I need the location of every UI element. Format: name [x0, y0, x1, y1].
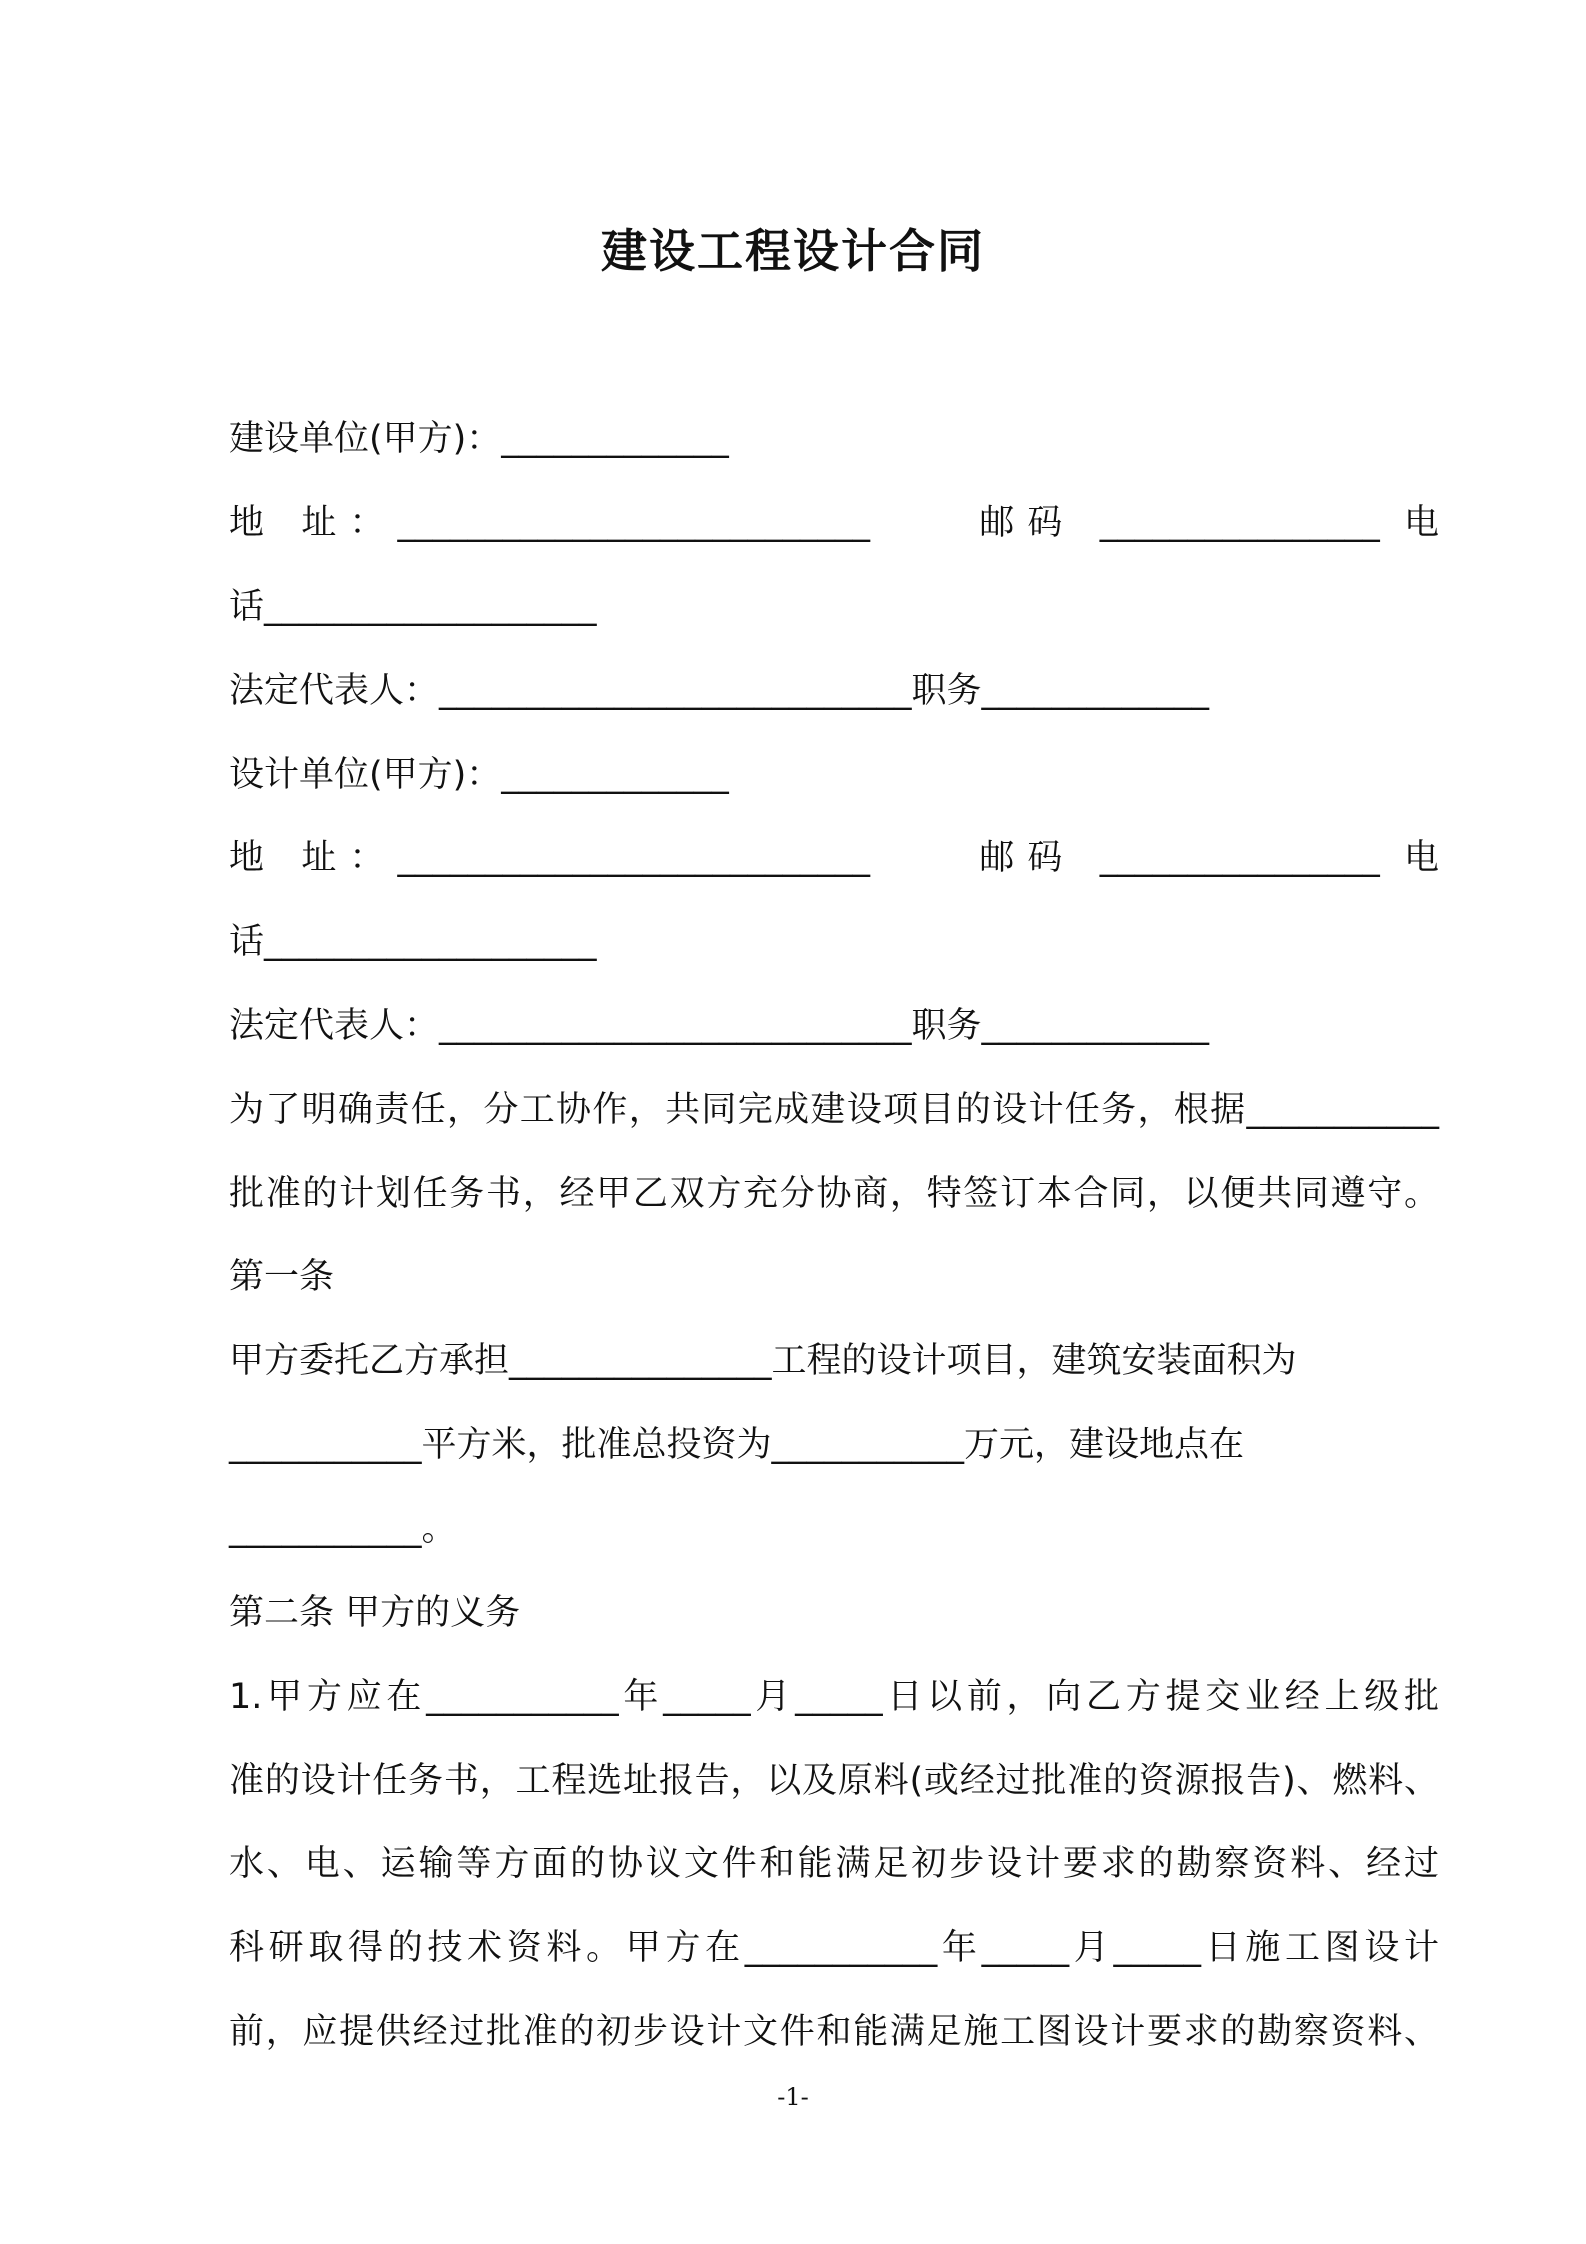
client-representative-line: 法定代表人：___________________________职务_____________: [229, 671, 1210, 711]
designer-phone-line: 话___________________: [229, 922, 597, 962]
article-2-line-1: 1.甲方应在___________年_____月_____日以前，向乙方提交业经上级批: [229, 1677, 1439, 1717]
article-2-line-4: 科研取得的技术资料。甲方在___________年_____月_____日施工图设计: [229, 1928, 1439, 1968]
preamble-line-2: 批准的计划任务书，经甲乙双方充分协商，特签订本合同，以便共同遵守。: [229, 1174, 1439, 1214]
page-number: -1-: [777, 2083, 809, 2111]
article-1-heading: 第一条: [229, 1257, 335, 1297]
article-2-line-5: 前，应提供经过批准的初步设计文件和能满足施工图设计要求的勘察资料、: [229, 2012, 1439, 2052]
designer-address-line: 地 址：___________________________ 邮码 ________________ 电: [229, 838, 1439, 878]
preamble-line-1: 为了明确责任，分工协作，共同完成建设项目的设计任务，根据___________: [229, 1090, 1439, 1130]
designer-unit-line: 设计单位(甲方)：_____________: [229, 755, 729, 795]
client-phone-line: 话___________________: [229, 587, 597, 627]
document-title: 建设工程设计合同: [601, 224, 985, 278]
designer-representative-line: 法定代表人：___________________________职务_____________: [229, 1006, 1210, 1046]
article-1-line-3: ___________。: [229, 1509, 457, 1549]
article-1-line-1: 甲方委托乙方承担_______________工程的设计项目，建筑安装面积为: [229, 1341, 1297, 1381]
article-2-line-2: 准的设计任务书，工程选址报告，以及原料(或经过批准的资源报告)、燃料、: [229, 1761, 1439, 1801]
client-address-line: 地 址：___________________________ 邮码 ________________ 电: [229, 503, 1439, 543]
article-2-line-3: 水、电、运输等方面的协议文件和能满足初步设计要求的勘察资料、经过: [229, 1844, 1439, 1884]
article-1-line-2: ___________平方米，批准总投资为___________万元，建设地点在: [229, 1425, 1245, 1465]
client-unit-line: 建设单位(甲方)：_____________: [229, 419, 729, 459]
article-2-heading: 第二条 甲方的义务: [229, 1593, 521, 1633]
